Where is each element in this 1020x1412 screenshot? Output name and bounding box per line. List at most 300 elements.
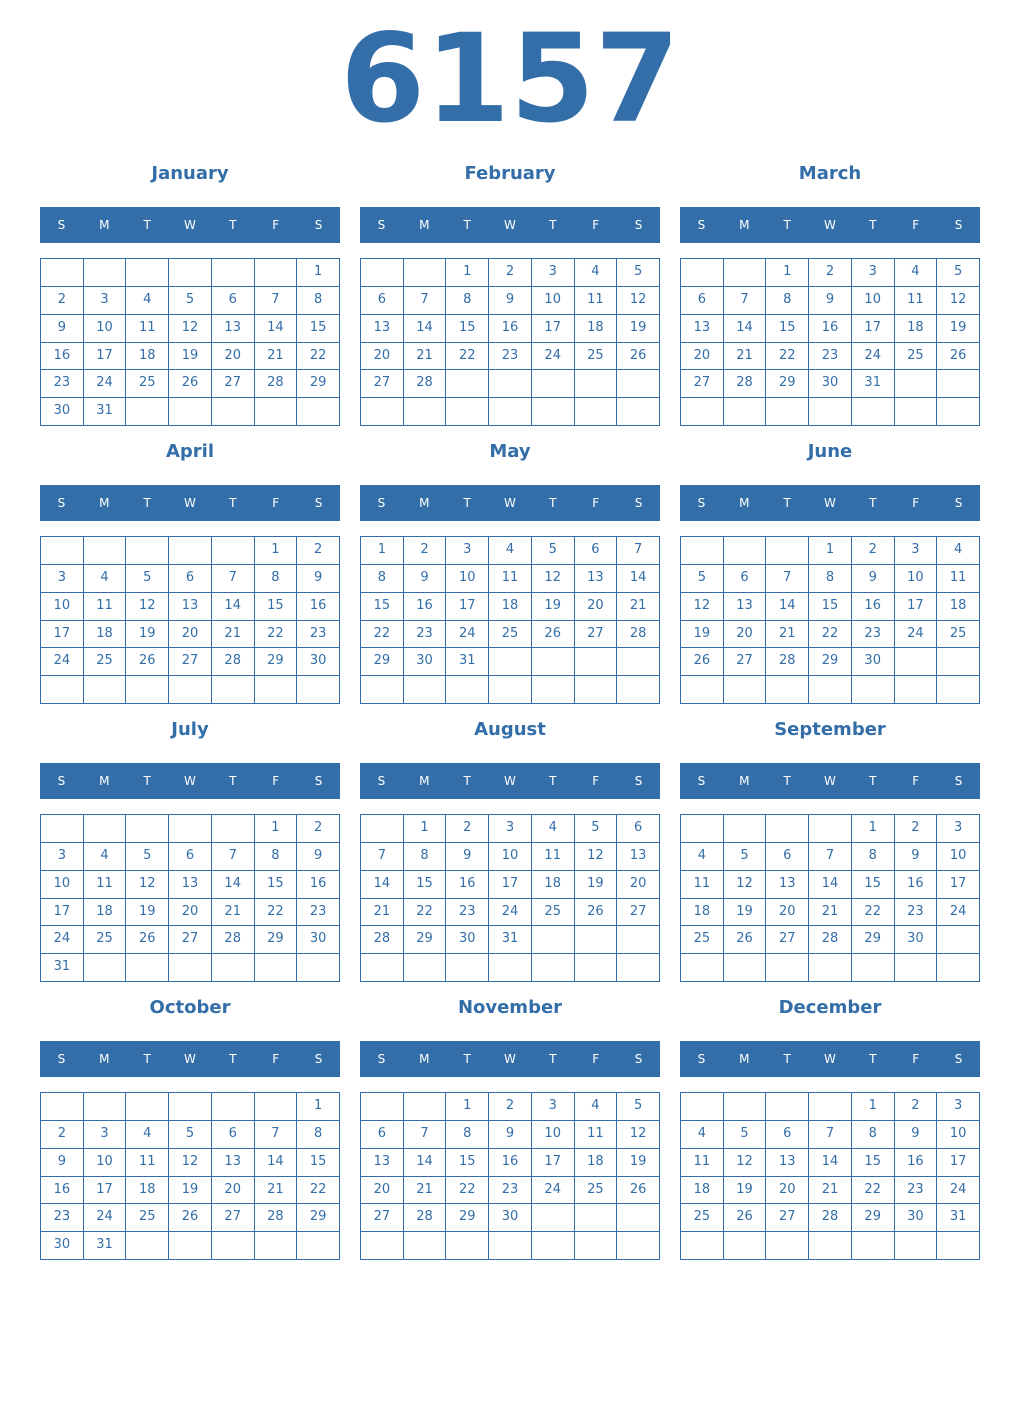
weekday-label: F [272,218,280,232]
day-cell [41,259,84,287]
day-cell: 24 [895,621,938,649]
day-cell [404,398,447,426]
day-cell: 23 [809,343,852,371]
weekday-label: S [377,496,386,510]
weekday-label: S [377,1052,386,1066]
day-cell: 2 [446,815,489,843]
weekday-label: T [229,1052,237,1066]
weekday-label: F [592,496,600,510]
day-cell: 4 [126,1121,169,1149]
day-cell: 24 [84,1204,127,1232]
day-cell: 25 [937,621,980,649]
day-cell: 4 [489,537,532,565]
weekday-label: F [592,774,600,788]
day-cell: 2 [41,1121,84,1149]
day-cell: 12 [617,1121,660,1149]
day-cell: 15 [766,315,809,343]
day-cell: 5 [617,1093,660,1121]
month-name: November [457,997,563,1018]
day-cell: 22 [766,343,809,371]
day-cell: 15 [297,1149,340,1177]
day-cell: 19 [724,1177,767,1205]
day-cell: 25 [895,343,938,371]
day-cell [532,926,575,954]
day-cell [297,398,340,426]
day-cell: 1 [852,1093,895,1121]
day-cell [809,398,852,426]
day-cell [895,370,938,398]
day-cell [681,537,724,565]
weekday-label: M [419,218,430,232]
day-cell [724,259,767,287]
day-cell: 23 [489,343,532,371]
day-cell [681,676,724,704]
weekday-header [680,485,980,521]
day-cell: 16 [297,871,340,899]
day-cell [937,398,980,426]
day-cell: 23 [41,1204,84,1232]
weekday-label: S [57,774,66,788]
day-cell: 5 [681,565,724,593]
day-grid [360,1092,660,1260]
day-cell: 9 [297,565,340,593]
day-cell: 19 [681,621,724,649]
day-cell: 2 [297,815,340,843]
day-cell: 6 [575,537,618,565]
day-cell: 9 [446,843,489,871]
day-cell [255,259,298,287]
day-cell [489,1232,532,1260]
day-cell [532,648,575,676]
day-cell: 29 [361,648,404,676]
weekday-label: T [143,1052,151,1066]
weekday-header [40,1041,340,1077]
day-cell: 19 [617,1149,660,1177]
month-name: August [474,719,546,740]
day-cell: 18 [681,899,724,927]
day-cell [532,676,575,704]
day-cell: 12 [724,1149,767,1177]
day-cell [84,1093,127,1121]
day-cell [532,398,575,426]
day-cell: 25 [681,1204,724,1232]
day-cell: 11 [681,871,724,899]
day-cell: 10 [84,315,127,343]
day-cell [895,648,938,676]
day-cell: 4 [532,815,575,843]
day-cell: 10 [532,1121,575,1149]
day-cell: 19 [169,1177,212,1205]
day-cell: 17 [489,871,532,899]
day-cell: 29 [446,1204,489,1232]
day-cell: 26 [532,621,575,649]
month-name: December [778,997,882,1018]
day-cell: 5 [575,815,618,843]
day-grid [360,814,660,982]
weekday-label: T [463,1052,471,1066]
day-cell: 16 [809,315,852,343]
weekday-header [680,207,980,243]
weekday-label: F [592,218,600,232]
day-cell: 2 [489,259,532,287]
day-cell: 23 [852,621,895,649]
day-cell: 1 [809,537,852,565]
day-cell: 3 [489,815,532,843]
day-cell: 13 [575,565,618,593]
day-cell: 24 [84,370,127,398]
day-cell: 13 [212,315,255,343]
day-cell: 30 [297,926,340,954]
weekday-label: F [272,1052,280,1066]
day-cell: 25 [126,1204,169,1232]
day-cell: 1 [446,259,489,287]
day-cell: 29 [852,1204,895,1232]
day-cell: 9 [895,843,938,871]
day-cell [724,537,767,565]
weekday-label: T [463,218,471,232]
day-cell: 20 [361,343,404,371]
weekday-label: M [419,774,430,788]
day-cell: 13 [766,871,809,899]
weekday-label: S [697,774,706,788]
weekday-label: S [57,496,66,510]
day-cell [404,1093,447,1121]
day-cell: 10 [937,843,980,871]
day-cell: 12 [575,843,618,871]
day-cell [532,1204,575,1232]
day-cell [575,370,618,398]
weekday-label: M [99,774,110,788]
day-cell: 27 [212,1204,255,1232]
day-cell: 9 [404,565,447,593]
day-cell: 27 [361,370,404,398]
day-cell [41,815,84,843]
day-cell: 6 [617,815,660,843]
day-cell: 12 [169,315,212,343]
day-cell [212,1093,255,1121]
weekday-label: S [377,774,386,788]
day-cell: 1 [766,259,809,287]
day-cell [255,398,298,426]
day-cell: 17 [532,1149,575,1177]
day-cell [297,1232,340,1260]
day-cell: 21 [724,343,767,371]
day-cell: 10 [532,287,575,315]
day-cell [404,1232,447,1260]
day-cell: 1 [255,537,298,565]
day-cell: 7 [255,287,298,315]
day-cell [169,398,212,426]
day-cell: 14 [255,315,298,343]
day-cell [361,815,404,843]
day-cell [41,1093,84,1121]
day-cell: 10 [937,1121,980,1149]
day-cell [617,1204,660,1232]
day-cell: 24 [489,899,532,927]
day-cell: 15 [361,593,404,621]
day-cell: 12 [169,1149,212,1177]
day-cell [575,954,618,982]
day-cell: 27 [169,926,212,954]
day-cell: 11 [532,843,575,871]
day-cell [681,954,724,982]
day-cell: 18 [532,871,575,899]
day-cell: 6 [212,287,255,315]
day-cell: 22 [852,899,895,927]
day-cell: 5 [169,287,212,315]
day-cell [681,1093,724,1121]
day-cell: 25 [575,343,618,371]
day-grid [680,1092,980,1260]
day-cell [446,398,489,426]
day-cell: 28 [255,370,298,398]
day-cell: 13 [169,871,212,899]
day-cell: 14 [404,315,447,343]
day-cell: 10 [446,565,489,593]
weekday-label: W [504,1052,516,1066]
day-cell: 8 [766,287,809,315]
weekday-label: M [739,1052,750,1066]
day-cell [489,676,532,704]
day-cell: 28 [361,926,404,954]
day-cell: 25 [575,1177,618,1205]
day-cell [169,537,212,565]
day-cell: 17 [937,1149,980,1177]
day-cell: 16 [446,871,489,899]
day-cell: 13 [212,1149,255,1177]
day-cell [809,954,852,982]
weekday-label: M [419,1052,430,1066]
day-cell: 15 [255,871,298,899]
day-cell: 21 [255,343,298,371]
day-cell: 16 [41,1177,84,1205]
day-cell: 3 [41,843,84,871]
month-name: February [464,163,556,184]
day-cell: 21 [404,343,447,371]
day-cell [724,398,767,426]
day-cell: 29 [852,926,895,954]
day-cell: 26 [617,1177,660,1205]
day-cell: 15 [809,593,852,621]
day-cell [489,370,532,398]
day-cell: 4 [126,287,169,315]
day-cell: 8 [809,565,852,593]
day-cell: 30 [895,926,938,954]
day-cell: 31 [41,954,84,982]
day-cell: 14 [809,871,852,899]
day-cell: 13 [766,1149,809,1177]
day-cell: 11 [84,593,127,621]
day-cell [404,954,447,982]
day-cell: 12 [126,871,169,899]
month-name: May [489,441,531,462]
day-cell: 14 [404,1149,447,1177]
day-cell: 11 [126,315,169,343]
day-cell: 23 [41,370,84,398]
day-cell: 26 [575,899,618,927]
day-cell [446,370,489,398]
day-cell [895,1232,938,1260]
day-cell: 2 [489,1093,532,1121]
day-cell: 3 [41,565,84,593]
day-cell [212,815,255,843]
day-cell: 21 [404,1177,447,1205]
day-cell: 5 [937,259,980,287]
weekday-label: T [229,218,237,232]
day-cell: 2 [41,287,84,315]
weekday-label: T [869,774,877,788]
day-cell: 21 [617,593,660,621]
weekday-label: S [697,1052,706,1066]
day-cell: 27 [212,370,255,398]
day-cell: 19 [169,343,212,371]
day-cell [532,1232,575,1260]
day-cell [681,1232,724,1260]
day-cell: 5 [169,1121,212,1149]
weekday-label: S [57,218,66,232]
day-cell: 23 [489,1177,532,1205]
day-cell: 24 [532,1177,575,1205]
day-cell: 12 [937,287,980,315]
day-cell: 16 [852,593,895,621]
month-name: March [798,163,862,184]
day-cell [724,1232,767,1260]
day-cell [169,1093,212,1121]
weekday-label: S [634,1052,643,1066]
day-cell: 19 [575,871,618,899]
day-cell: 4 [895,259,938,287]
day-cell [169,676,212,704]
day-cell: 23 [297,621,340,649]
weekday-label: T [229,496,237,510]
day-cell: 31 [84,398,127,426]
day-cell: 9 [297,843,340,871]
day-cell [681,259,724,287]
day-cell: 4 [575,1093,618,1121]
day-cell: 28 [404,1204,447,1232]
day-cell: 1 [361,537,404,565]
month-name: July [171,719,209,740]
day-cell: 3 [532,1093,575,1121]
day-cell: 29 [766,370,809,398]
weekday-label: T [143,496,151,510]
weekday-label: T [783,218,791,232]
day-cell [126,259,169,287]
day-cell [446,676,489,704]
day-cell [617,926,660,954]
day-cell: 22 [361,621,404,649]
day-cell [575,1232,618,1260]
day-cell: 18 [575,315,618,343]
day-cell [852,954,895,982]
day-cell: 30 [404,648,447,676]
day-cell: 10 [41,593,84,621]
day-cell: 14 [809,1149,852,1177]
weekday-header [360,207,660,243]
weekday-label: M [739,496,750,510]
weekday-label: S [314,218,323,232]
day-cell: 15 [297,315,340,343]
day-cell: 24 [41,648,84,676]
day-cell: 11 [575,1121,618,1149]
day-cell: 30 [489,1204,532,1232]
day-cell: 9 [489,287,532,315]
day-cell: 7 [766,565,809,593]
day-cell [575,926,618,954]
day-cell: 27 [617,899,660,927]
day-cell: 6 [169,843,212,871]
day-cell: 24 [852,343,895,371]
day-cell [617,398,660,426]
weekday-label: S [954,218,963,232]
day-cell: 18 [126,1177,169,1205]
day-cell [575,398,618,426]
day-cell: 3 [84,287,127,315]
day-cell [617,1232,660,1260]
day-cell: 24 [532,343,575,371]
day-cell: 19 [937,315,980,343]
weekday-label: F [912,774,920,788]
day-cell [809,676,852,704]
weekday-label: S [377,218,386,232]
day-cell: 22 [297,343,340,371]
day-cell [617,370,660,398]
weekday-label: T [783,496,791,510]
weekday-label: T [229,774,237,788]
day-cell: 16 [41,343,84,371]
day-cell: 25 [84,648,127,676]
day-cell: 3 [937,815,980,843]
day-cell: 30 [895,1204,938,1232]
day-cell: 10 [84,1149,127,1177]
day-cell: 18 [84,621,127,649]
day-cell [532,954,575,982]
day-cell: 9 [489,1121,532,1149]
day-cell [404,676,447,704]
day-cell: 11 [126,1149,169,1177]
day-cell [255,676,298,704]
day-cell [212,676,255,704]
day-cell: 14 [212,871,255,899]
day-cell: 12 [681,593,724,621]
day-grid [680,258,980,426]
day-cell [937,1232,980,1260]
day-cell: 12 [724,871,767,899]
day-cell: 24 [937,899,980,927]
day-cell: 2 [852,537,895,565]
day-cell [361,398,404,426]
day-cell [255,954,298,982]
day-cell [809,1232,852,1260]
day-cell: 24 [41,926,84,954]
day-cell: 14 [212,593,255,621]
day-cell: 6 [169,565,212,593]
day-cell [724,676,767,704]
day-cell: 8 [297,287,340,315]
day-cell [41,537,84,565]
day-cell: 20 [617,871,660,899]
day-cell: 21 [809,899,852,927]
day-cell: 29 [297,1204,340,1232]
day-cell: 8 [404,843,447,871]
day-cell [297,954,340,982]
day-cell: 17 [532,315,575,343]
day-cell: 2 [404,537,447,565]
day-cell: 7 [212,843,255,871]
weekday-label: M [99,496,110,510]
weekday-label: T [549,774,557,788]
day-cell [575,648,618,676]
